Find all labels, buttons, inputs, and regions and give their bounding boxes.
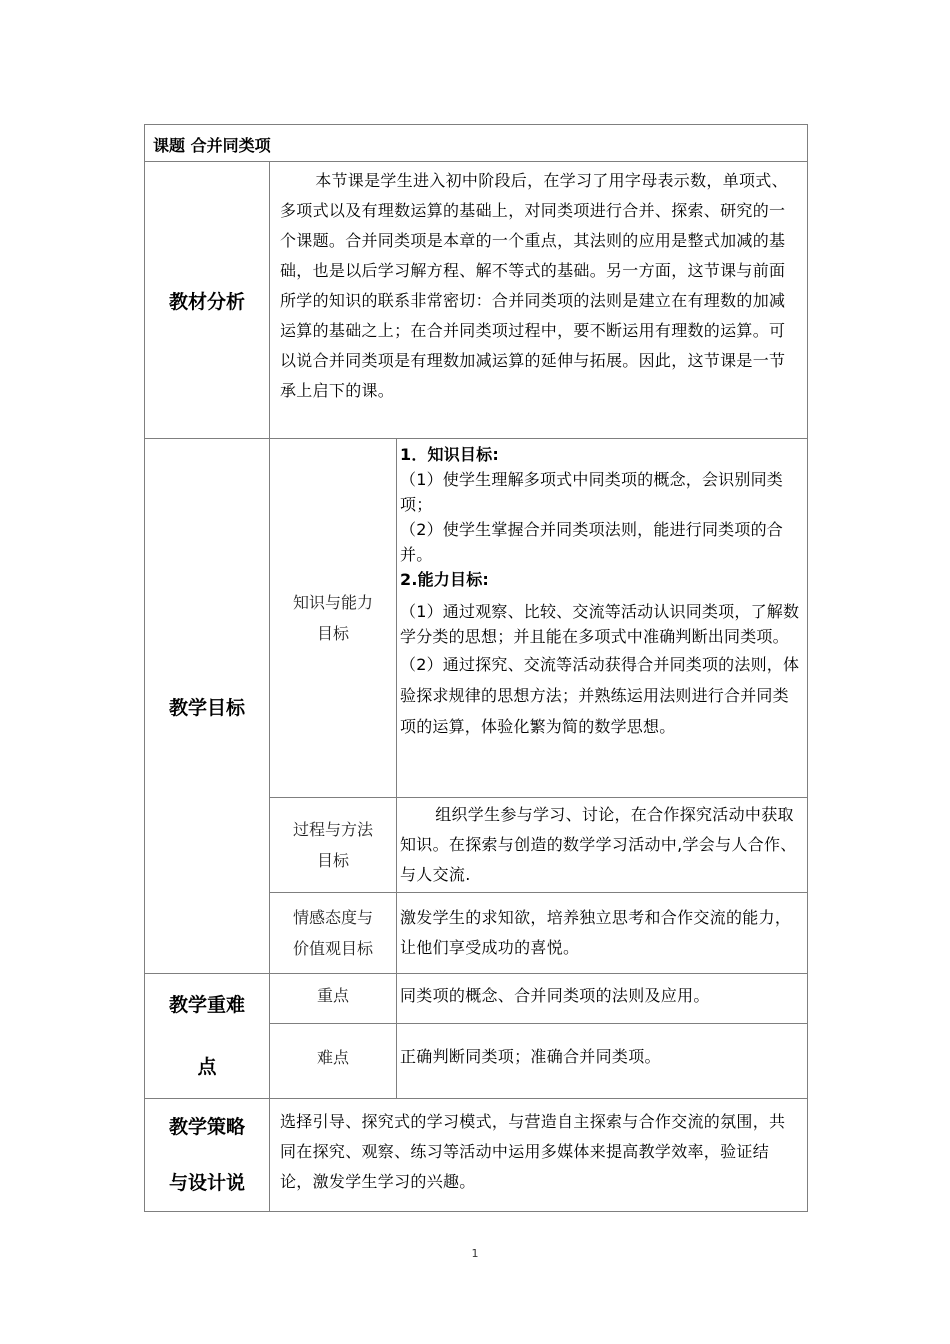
knowledge-goal-heading: 1．知识目标: bbox=[400, 445, 499, 464]
lesson-plan-table bbox=[144, 124, 808, 1212]
material-analysis-row bbox=[145, 162, 808, 439]
teaching-goals-heading: 教学目标 bbox=[145, 439, 270, 974]
strategy-heading bbox=[145, 1099, 270, 1212]
knowledge-goal-1: （1）使学生理解多项式中同类项的概念，会识别同类项； bbox=[400, 470, 783, 514]
process-method-label-line2: 目标 bbox=[316, 851, 349, 870]
difficult-point-text: 正确判断同类项；准确合并同类项。 bbox=[397, 1023, 808, 1098]
key-point-row bbox=[145, 974, 808, 1024]
process-method-text: 组织学生参与学习、讨论，在合作探究活动中获取知识。在探索与创造的数学学习活动中,学会与人合作、与人交流. bbox=[397, 798, 808, 893]
ability-goal-2: （2）通过探究、交流等活动获得合并同类项的法则，体验探求规律的思想方法；并熟练运用法则进行合并同类项的运算，体验化繁为简的数学思想。 bbox=[400, 655, 800, 736]
process-method-label-line1: 过程与方法 bbox=[292, 820, 373, 839]
emotion-value-label-line2: 价值观目标 bbox=[292, 939, 373, 958]
knowledge-ability-label-line2: 目标 bbox=[316, 624, 349, 643]
strategy-heading-line2: 与设计说 bbox=[168, 1172, 245, 1194]
ability-goal-heading: 2.能力目标: bbox=[400, 570, 490, 589]
emotion-value-label bbox=[270, 893, 397, 974]
title-row bbox=[145, 125, 808, 162]
key-difficult-heading-line2: 点 bbox=[197, 1056, 217, 1078]
page-number: 1 bbox=[471, 1247, 479, 1260]
knowledge-ability-label-line1: 知识与能力 bbox=[292, 593, 373, 612]
emotion-value-text: 激发学生的求知欲，培养独立思考和合作交流的能力，让他们享受成功的喜悦。 bbox=[397, 893, 808, 974]
lesson-title: 课题 合并同类项 bbox=[145, 125, 808, 162]
key-point-label: 重点 bbox=[270, 974, 397, 1024]
knowledge-goal-2: （2）使学生掌握合并同类项法则，能进行同类项的合并。 bbox=[400, 520, 783, 564]
material-analysis-heading: 教材分析 bbox=[145, 162, 270, 439]
key-point-text: 同类项的概念、合并同类项的法则及应用。 bbox=[397, 974, 808, 1024]
knowledge-ability-content bbox=[397, 439, 808, 798]
process-method-label bbox=[270, 798, 397, 893]
strategy-row bbox=[145, 1099, 808, 1212]
strategy-heading-line1: 教学策略 bbox=[168, 1116, 245, 1138]
emotion-value-label-line1: 情感态度与 bbox=[292, 908, 373, 927]
ability-goal-1: （1）通过观察、比较、交流等活动认识同类项，了解数学分类的思想；并且能在多项式中准确判断出同类项。 bbox=[400, 602, 800, 646]
knowledge-ability-row bbox=[145, 439, 808, 798]
knowledge-ability-label bbox=[270, 439, 397, 798]
key-difficult-heading bbox=[145, 974, 270, 1099]
difficult-point-label: 难点 bbox=[270, 1023, 397, 1098]
material-analysis-text: 本节课是学生进入初中阶段后，在学习了用字母表示数，单项式、多项式以及有理数运算的基础上，对同类项进行合并、探索、研究的一个课题。合并同类项是本章的一个重点，其法则的应用是整式加减的基础，也是以后学习解方程、解不等式的基础。另一方面，这节课与前面所学的知识的联系非常密切：合并同类项的法则是建立在有理数的加减运算的基础之上；在合并同类项过程中，要不断运用有理数的运算。可以说合并同类项是有理数加减运算的延伸与拓展。因此，这节课是一节承上启下的课。 bbox=[270, 162, 808, 439]
strategy-text: 选择引导、探究式的学习模式，与营造自主探索与合作交流的氛围，共同在探究、观察、练习等活动中运用多媒体来提高教学效率，验证结论，激发学生学习的兴趣。 bbox=[270, 1099, 808, 1212]
key-difficult-heading-line1: 教学重难 bbox=[168, 994, 245, 1016]
